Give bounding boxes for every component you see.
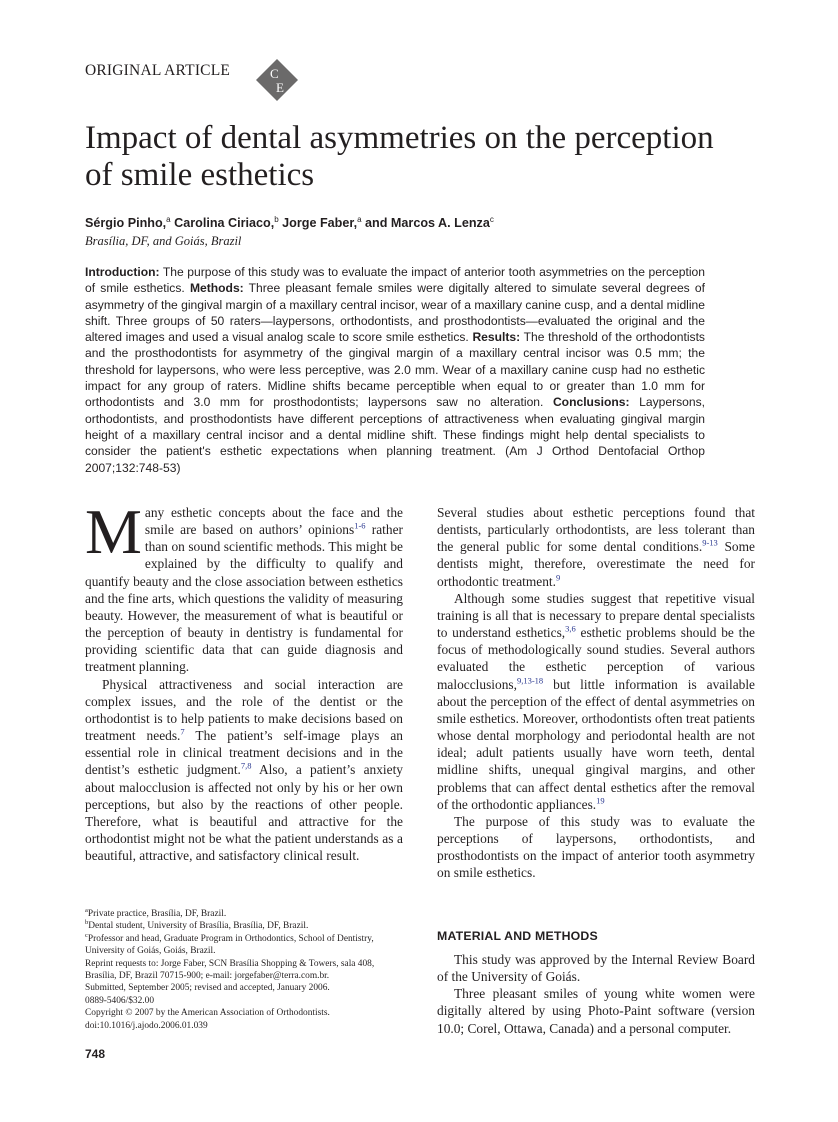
body-text: Although some studies suggest that repetitive visual training is all that is necessary to prepare dental specialists to understand esthetics, — [437, 590, 755, 641]
footnote-text: Copyright © 2007 by the American Association of Orthodontists. — [85, 1008, 330, 1019]
author-affiliation-marker: a — [357, 214, 362, 224]
body-paragraph — [85, 496, 403, 676]
footnote — [85, 908, 403, 920]
abstract-label: Methods: — [189, 281, 244, 296]
citation-ref: 7 — [180, 726, 185, 737]
author-list: Sérgio Pinho,$^a$ Carolina Ciriaco,$^b$ Jorge Faber,$^a$ and Marcos A. Lenza$^c$ — [85, 214, 494, 230]
footnote — [85, 958, 403, 983]
body-text: Also, a patient’s anxiety about malocclusion is affected not only by his or her own perceptions, but also by the reactions of other people. Therefore, what is beautiful and attractive for the orthodontist might not be what the patient understands as a beautiful, attractive, and satisfactory clinical result. — [85, 762, 403, 864]
citation-ref: 9-13 — [702, 537, 718, 548]
abstract-text: Laypersons, orthodontists, and prosthodontists have different perceptions of attractiveness when evaluating gingival margin height of a maxillary central incisor and a dental midline shift. These findings might help dental specialists to consider the patient's esthetic expectations when planning treatment. (Am J Orthod Dentofacial Orthop 2007;132:748-53) — [85, 395, 705, 475]
methods-paragraph: Three pleasant smiles of young white women were digitally altered by using Photo-Paint software (version 10.0; Corel, Ottawa, Canada) and a personal computer. — [437, 986, 755, 1036]
body-text: Some dentists might, therefore, overestimate the need for orthodontic treatment. — [437, 539, 755, 589]
body-column-left — [85, 496, 403, 864]
section-heading-methods: MATERIAL AND METHODS — [437, 929, 598, 943]
body-column-right — [437, 504, 755, 881]
body-paragraph — [437, 813, 755, 882]
body-text: but little information is available about the perception of the effect of dental asymmetries on smile esthetics. Moreover, orthodontists often treat patients whose dental morphology and periodontal health are not ideal; adult patients usually have worn teeth, dental midline shifts, unequal gingival margins, and other problems that can affect dental esthetics after the removal of the orthodontic appliances. — [437, 676, 755, 812]
footnote-text: 0889-5406/$32.00 — [85, 995, 155, 1006]
body-text: rather than on sound scientific methods. This might be explained by the difficulty to qualify and quantify beauty and the close association between esthetics and the fine arts, which questions the validity of measuring beauty. However, the measurement of what is beautiful or the perception of beauty in dentistry is fundamental for providing scientific data that can guide diagnosis and treatment planning. — [85, 522, 403, 675]
footnote — [85, 920, 403, 932]
citation-ref: 19 — [596, 795, 605, 806]
footnote-text: Reprint requests to: Jorge Faber, SCN Brasília Shopping & Towers, sala 408, Brasília, DF, Brazil 70715-900; e-mail: jorgefaber@terra.com.br. — [85, 958, 375, 982]
citation-ref: 3,6 — [565, 623, 576, 634]
abstract-text: The threshold of the orthodontists and the prosthodontists for asymmetry of the gingival margin of a maxillary central incisor was 0.5 mm; the threshold for laypersons, who were less perceptive, was 2.0 mm. Wear of a maxillary canine cusp had no esthetic impact for any group of raters. Midline shifts became perceptible when equal to or greater than 1.0 mm for orthodontists and 3.0 mm for prosthodontists; laypersons saw no alteration. — [85, 330, 705, 410]
ce-logo-icon — [255, 58, 299, 102]
body-paragraph — [437, 504, 755, 590]
citation-ref: 9,13-18 — [516, 675, 544, 686]
footnote — [85, 1007, 403, 1019]
ce-logo-e: E — [276, 80, 284, 95]
page-number: 748 — [85, 1047, 106, 1061]
footnote-text: Private practice, Brasília, DF, Brazil. — [87, 909, 227, 919]
abstract-label: Results: — [472, 330, 521, 345]
body-text: Several studies about esthetic perceptions found that dentists, particularly orthodontists, are less tolerant than the general public for some dental conditions. — [437, 505, 755, 555]
ce-logo-c: C — [270, 66, 279, 81]
author-name: Carolina Ciriaco, — [174, 216, 275, 230]
abstract-text: Three pleasant female smiles were digitally altered to simulate several degrees of asymmetry of the gingival margin of a maxillary central incisor, wear of a maxillary canine cusp, and a dental midline shift. Three groups of 50 raters—laypersons, orthodontists, and prosthodontists—evaluated the original and the altered images and used a visual analog scale to score smile esthetics. — [85, 281, 705, 345]
footnote-marker: c — [85, 931, 88, 939]
footnote-text: doi:10.1016/j.ajodo.2006.01.039 — [85, 1020, 208, 1031]
footnote — [85, 982, 403, 994]
section-label: ORIGINAL ARTICLE — [85, 62, 231, 79]
citation-ref: 7,8 — [240, 760, 252, 771]
author-affiliation-marker: b — [274, 214, 279, 224]
body-paragraph — [85, 676, 403, 865]
body-text: The purpose of this study was to evaluate the perceptions of laypersons, orthodontists, and prosthodontists on the impact of anterior tooth asymmetry on smile esthetics. — [437, 813, 755, 881]
footnote-text: Submitted, September 2005; revised and accepted, January 2006. — [85, 983, 330, 994]
footnote-text: Professor and head, Graduate Program in Orthodontics, School of Dentistry, University of Goiás, Goiás, Brazil. — [85, 933, 374, 957]
abstract-label: Introduction: — [85, 265, 160, 279]
abstract-text: The purpose of this study was to evaluate the impact of anterior tooth asymmetries on the perception of smile esthetics. — [85, 265, 705, 296]
author-affiliation-marker: a — [166, 214, 171, 224]
methods-text — [437, 951, 755, 1037]
footnote-marker: a — [85, 906, 88, 914]
drop-cap: M — [85, 496, 142, 567]
abstract-label: Conclusions: — [552, 395, 630, 410]
author-name: Jorge Faber, — [282, 216, 358, 230]
citation-ref: 9 — [556, 572, 561, 583]
author-affiliation-marker: c — [489, 214, 494, 224]
footnotes — [85, 908, 403, 1032]
body-text: Physical attractiveness and social interaction are complex issues, and the role of the dentist or the orthodontist is to help patients to make decisions based on treatment needs. — [85, 676, 403, 744]
abstract — [85, 264, 705, 476]
footnote-text: Dental student, University of Brasília, Brasília, DF, Brazil. — [88, 921, 309, 932]
body-text: esthetic problems should be the focus of methodologically sound studies. Several authors evaluated the esthetic perception of various malocclusions, — [437, 625, 755, 692]
author-affiliation: Brasília, DF, and Goiás, Brazil — [85, 234, 242, 248]
footnote — [85, 995, 403, 1007]
body-paragraph — [437, 590, 755, 813]
body-text: any esthetic concepts about the face and the smile are based on authors’ opinions — [144, 505, 403, 538]
author-name: Marcos A. Lenza — [390, 216, 490, 230]
citation-ref: 1-6 — [354, 520, 366, 531]
footnote — [85, 1020, 403, 1032]
footnote — [85, 933, 403, 958]
methods-paragraph: This study was approved by the Internal Review Board of the University of Goiás. — [437, 952, 755, 985]
author-name: Sérgio Pinho, — [85, 216, 167, 230]
body-text: The patient’s self-image plays an essential role in clinical treatment decisions and in the dentist’s esthetic judgment. — [85, 728, 403, 778]
article-title: Impact of dental asymmetries on the perception of smile esthetics — [85, 120, 714, 193]
footnote-marker: b — [85, 919, 89, 927]
